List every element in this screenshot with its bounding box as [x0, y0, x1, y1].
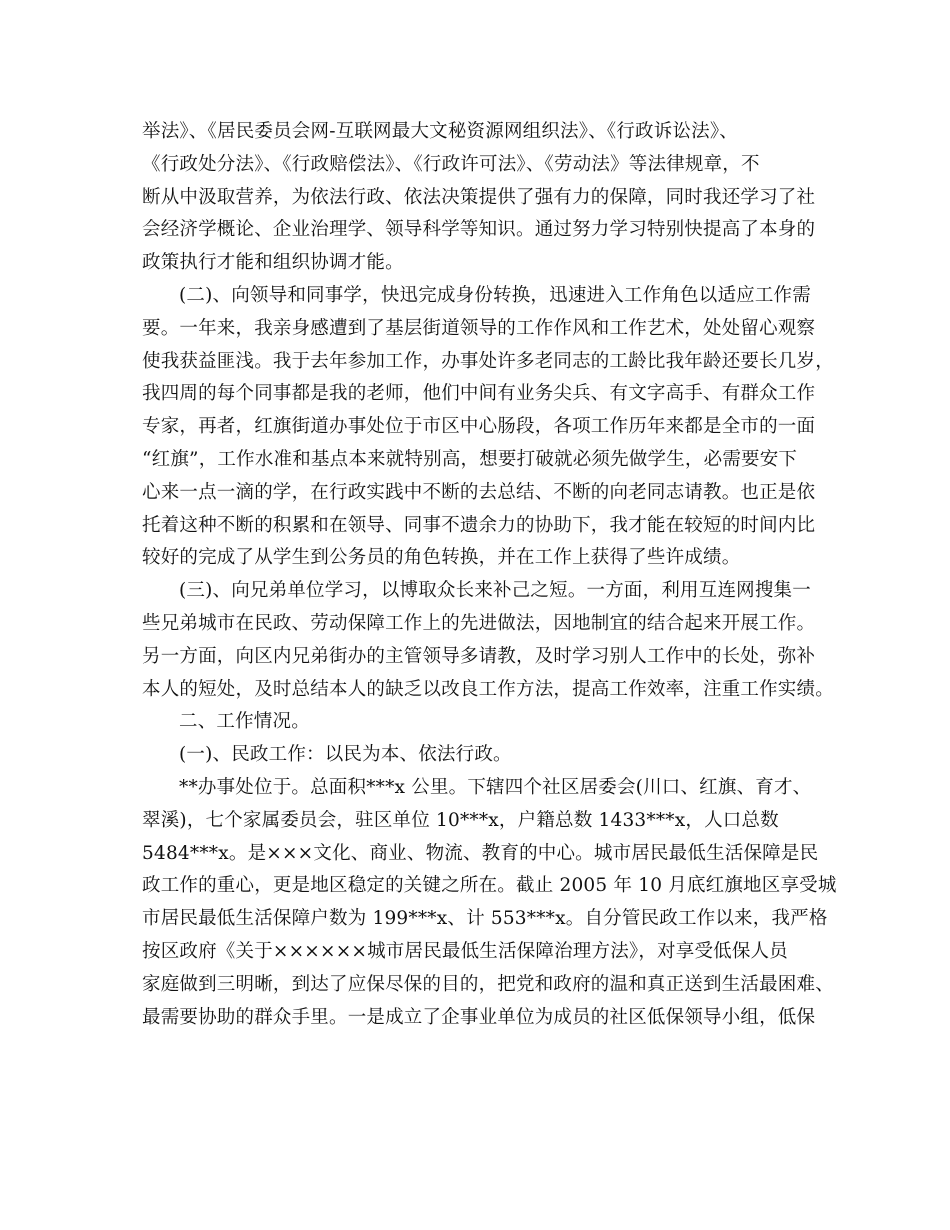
- text-line: 市居民最低生活保障户数为 199***x、计 553***x。自分管民政工作以来，我严格: [142, 908, 828, 930]
- text-line: 按区政府《关于××××××城市居民最低生活保障治理方法》，对享受低保人员: [142, 940, 788, 962]
- text-line: 些兄弟城市在民政、劳动保障工作上的先进做法，因地制宜的结合起来开展工作。: [142, 612, 816, 634]
- text-line: 使我获益匪浅。我于去年参加工作，办事处许多老同志的工龄比我年龄还要长几岁，: [142, 350, 834, 372]
- text-line: 家庭做到三明晰，到达了应保尽保的目的，把党和政府的温和真正送到生活最困难、: [142, 973, 834, 995]
- body-text: [142, 116, 837, 1034]
- text-line: 托着这种不断的积累和在领导、同事不遗余力的协助下，我才能在较短的时间内比: [142, 514, 816, 536]
- text-line: 会经济学概论、企业治理学、领导科学等知识。通过努力学习特别快提高了本身的: [142, 219, 816, 241]
- text-line: 本人的短处，及时总结本人的缺乏以改良工作方法，提高工作效率，注重工作实绩。: [142, 678, 834, 700]
- subsection-heading: (一)、民政工作：以民为本、依法行政。: [179, 744, 512, 766]
- text-line: 专家，再者，红旗街道办事处位于市区中心肠段，各项工作历年来都是全市的一面: [142, 416, 816, 438]
- text-line: 政策执行才能和组织协调才能。: [142, 252, 404, 274]
- text-line: 举法》、《居民委员会网-互联网最大文秘资源网组织法》、《行政诉讼法》、: [142, 121, 739, 142]
- text-line: 5484***x。是×××文化、商业、物流、教育的中心。城市居民最低生活保障是民: [142, 842, 819, 864]
- text-line: 要。一年来，我亲身感遭到了基层街道领导的工作作风和工作艺术，处处留心观察: [142, 317, 816, 339]
- text-line: 最需要协助的群众手里。一是成立了企事业单位为成员的社区低保领导小组，低保: [142, 1006, 816, 1028]
- text-line: 心来一点一滴的学，在行政实践中不断的去总结、不断的向老同志请教。也正是依: [142, 481, 816, 503]
- text-line: 断从中汲取营养，为依法行政、依法决策提供了强有力的保障，同时我还学习了社: [142, 186, 816, 208]
- paragraph-start-line: **办事处位于。总面积***x 公里。下辖四个社区居委会(川口、红旗、育才、: [179, 776, 812, 798]
- paragraph-start-line: (二)、向领导和同事学，快迅完成身份转换，迅速进入工作角色以适应工作需: [179, 284, 811, 306]
- text-line: 较好的完成了从学生到公务员的角色转换，并在工作上获得了些许成绩。: [142, 547, 741, 569]
- text-line: 翠溪)，七个家属委员会，驻区单位 10***x，户籍总数 1433***x，人口总数: [142, 809, 779, 831]
- section-heading: 二、工作情况。: [179, 711, 310, 733]
- paragraph-start-line: (三)、向兄弟单位学习，以博取众长来补己之短。一方面，利用互连网搜集一: [179, 580, 811, 602]
- text-line: 另一方面，向区内兄弟街办的主管领导多请教，及时学习别人工作中的长处，弥补: [142, 645, 816, 667]
- text-line: 我四周的每个同事都是我的老师，他们中间有业务尖兵、有文字高手、有群众工作: [142, 383, 816, 405]
- text-line: “红旗”，工作水准和基点本来就特别高，想要打破就必须先做学生，必需要安下: [142, 448, 798, 470]
- text-line: 《行政处分法》、《行政赔偿法》、《行政许可法》、《劳动法》等法律规章，不: [142, 153, 760, 175]
- text-line: 政工作的重心，更是地区稳定的关键之所在。截止 2005 年 10 月底红旗地区享受城: [142, 875, 837, 897]
